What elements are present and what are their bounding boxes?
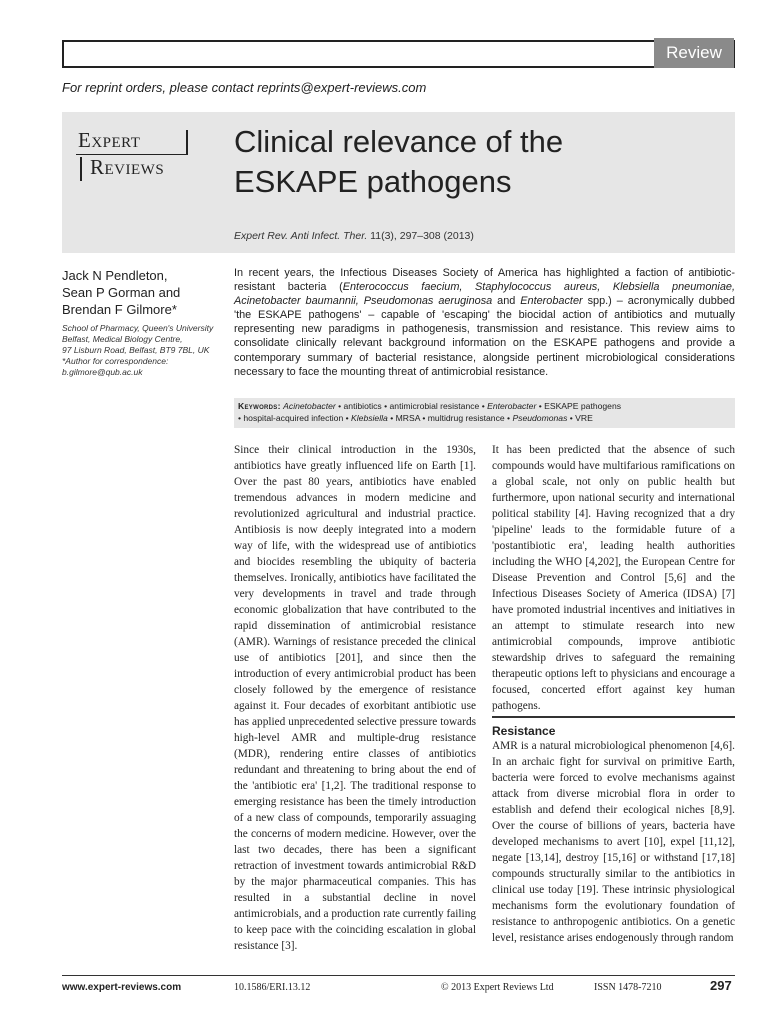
abstract — [234, 266, 735, 379]
footer-copyright: © 2013 Expert Reviews Ltd — [441, 982, 554, 993]
body-column-1: Since their clinical introduction in the 1930s, antibiotics have greatly influenced life on Earth [1]. Over the past 80 years, antibiotics have enabled tremendous advances in modern medicine and revolutionized agricultural and industrial practice. Antibiosis is now deeply integrated into a modern way of life, with the widespread use of antibiotics and biocides resembling the ubiquity of bacteria themselves. Ironically, antibiotics have facilitated the very developments in travel and trade through economic globalization that have contributed to the rapid dissemination of antimicrobial resistance (AMR). Warnings of resistance preceded the clinical use of antibiotics [201], and since then the introduction of every antimicrobial product has been closely followed by the emergence of resistance against it. Four decades of exorbitant antibiotic use has applied unprecedented selective pressure towards high-level AMR and multiple-drug resistance (MDR), rendering entire classes of antibiotics redundant and threatening to bring about the end of the 'antibiotic era' [1,2]. The traditional response to emerging resistance has been the timely introduction of a new class of compounds, temporarily assuaging the concerns of modern medicine. However, over the last two decades, there has been a significant retraction of investment towards antimicrobial R&D by the major pharmaceutical companies. This has resulted in a substantial decline in novel antimicrobials, and a production rate currently failing to keep pace with the coinciding escalation in global resistance [3]. — [234, 444, 476, 952]
abstract-bacteria: Enterococcus faecium, Staphylococcus aureus, Klebsiella pneumoniae, Acinetobacter baumannii, Pseudomonas aeruginosa — [234, 281, 735, 308]
footer-issn: ISSN 1478-7210 — [594, 982, 662, 993]
keyword: Klebsiella — [351, 413, 388, 423]
review-tab: Review — [654, 38, 734, 68]
logo-line-2: Reviews — [90, 155, 165, 179]
footer-website-link[interactable]: www.expert-reviews.com — [62, 982, 182, 993]
keyword: • antibiotics • antimicrobial resistance • — [335, 401, 488, 411]
affiliation-line: School of Pharmacy, Queen's University — [62, 323, 214, 333]
citation-details: 11(3), 297–308 (2013) — [367, 230, 474, 242]
abstract-text: spp.) – acronymically dubbed 'the ESKAPE pathogens' – capable of 'escaping' the biocidal action of antibiotics and mutually representing new paradigms in pathogenesis, transmission and resistance. This review aims to consolidate clinically relevant background information on the ESKAPE pathogens and provide a contemporary summary of bacterial resistance, alongside pertinent microbiological considerations necessary to face the mounting threat of antimicrobial resistance. — [234, 295, 735, 378]
logo-bar — [80, 157, 82, 181]
keyword: • ESKAPE pathogens — [536, 401, 622, 411]
top-banner-bar — [62, 40, 735, 68]
abstract-text: In recent years, the Infectious Diseases Society of America has highlighted a faction of antibiotic-resistant bacteria ( — [234, 267, 735, 294]
author-name: Sean P Gorman and — [62, 285, 181, 300]
logo-bar — [186, 130, 188, 154]
keyword: Pseudomonas — [512, 413, 568, 423]
keyword: Enterobacter — [487, 401, 537, 411]
title-line-2: ESKAPE pathogens — [234, 164, 512, 199]
logo-line-1: Expert — [78, 128, 141, 152]
journal-citation — [234, 230, 474, 242]
keyword: Acinetobacter — [283, 401, 336, 411]
keyword: • MRSA • multidrug resistance • — [387, 413, 513, 423]
citation-journal: Expert Rev. Anti Infect. Ther. — [234, 230, 368, 242]
keywords-box — [234, 398, 735, 428]
affiliation-line: 97 Lisburn Road, Belfast, BT9 7BL, UK — [62, 345, 210, 355]
author-list — [62, 267, 232, 318]
footer-rule — [62, 975, 735, 976]
keyword: • hospital-acquired infection • — [238, 413, 352, 423]
correspondence-email[interactable]: b.gilmore@qub.ac.uk — [62, 367, 143, 377]
keywords-label: Keywords: — [238, 401, 281, 411]
body-column-2-continued: AMR is a natural microbiological phenomenon [4,6]. In an archaic fight for survival on primitive Earth, bacteria were forced to evolve mechanisms against attack from diverse microbial flora in order to establish and defend their ecological niches [8,9]. Over the course of billions of years, bacteria have developed mechanisms to avert [10], expel [11,12], negate [13,14], destroy [15,16] or withstand [17,18] compounds structurally similar to the antibiotics in clinical use today [19]. These intrinsic physiological mechanisms form the evolutionary foundation of resistance to anthropogenic antibiotics. On a genetic level, resistance arises endogenously through random — [492, 740, 735, 944]
affiliation-line: *Author for correspondence: — [62, 356, 169, 366]
author-name: Jack N Pendleton, — [62, 268, 168, 283]
section-heading-resistance: Resistance — [492, 724, 556, 738]
abstract-enterobacter: Enterobacter — [520, 295, 583, 308]
article-title — [234, 122, 563, 202]
title-line-1: Clinical relevance of the — [234, 124, 564, 159]
keyword: • VRE — [567, 413, 593, 423]
author-affiliation — [62, 323, 232, 378]
expert-reviews-logo — [76, 128, 194, 182]
author-name: Brendan F Gilmore* — [62, 302, 177, 317]
footer-doi: 10.1586/ERI.13.12 — [234, 982, 311, 993]
body-column-2: It has been predicted that the absence of such compounds would have multifarious ramifications on a global scale, not only on public health but furthermore, upon national security and international political stability [4]. Having recognized that a dry 'pipeline' leads to the formidable future of a 'postantibiotic era', leading health authorities including the WHO [4,202], the European Centre for Disease Prevention and Control [5,6] and the Infectious Diseases Society of America (IDSA) [7] have promoted industrial incentives and initiatives in an attempt to stimulate research into new antimicrobial compounds, improve antibiotic stewardship drives to safeguard the remaining therapeutic options left to physicians and encourage a focused, concerted effort against key human pathogens. — [492, 444, 735, 712]
section-rule — [492, 716, 735, 718]
affiliation-line: Belfast, Medical Biology Centre, — [62, 334, 183, 344]
reprint-notice: For reprint orders, please contact reprints@expert-reviews.com — [62, 80, 427, 95]
abstract-text: and — [492, 295, 521, 308]
page-number: 297 — [710, 978, 732, 993]
